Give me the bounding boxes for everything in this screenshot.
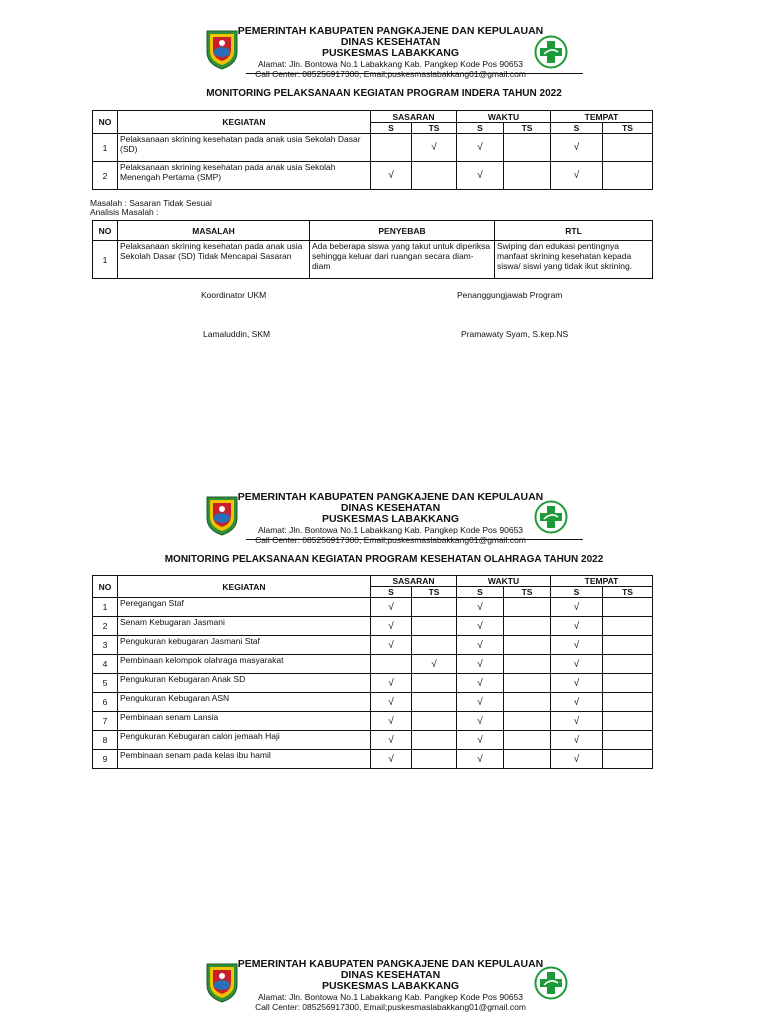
right-signer-name: Pramawaty Syam, S.kep.NS [461, 329, 569, 339]
check-cell [603, 712, 653, 731]
row-no: 3 [93, 636, 118, 655]
check-cell [412, 731, 457, 750]
check-cell: √ [457, 693, 504, 712]
left-signer-name: Lamaluddin, SKM [203, 329, 271, 339]
col-s: S [457, 587, 504, 598]
table-row [93, 693, 653, 712]
row-kegiatan: Pelaksanaan skrining kesehatan pada anak usia Sekolah Menengah Pertama (SMP) [118, 162, 371, 190]
check-cell: √ [457, 712, 504, 731]
row-kegiatan: Pengukuran Kebugaran calon jemaah Haji [118, 731, 371, 750]
header-rule [246, 73, 583, 74]
check-cell: √ [371, 750, 412, 769]
col-kegiatan: KEGIATAN [118, 111, 371, 134]
check-cell [603, 162, 653, 190]
check-cell: √ [457, 674, 504, 693]
table-row [93, 712, 653, 731]
gov-name: PEMERINTAH KABUPATEN PANGKAJENE DAN KEPULAUAN [237, 958, 544, 970]
check-cell [504, 693, 551, 712]
check-cell [603, 750, 653, 769]
check-cell [603, 617, 653, 636]
row-kegiatan: Pengukuran Kebugaran Anak SD [118, 674, 371, 693]
check-cell: √ [457, 655, 504, 674]
check-cell [504, 655, 551, 674]
check-cell: √ [371, 617, 412, 636]
table-row [93, 731, 653, 750]
address-line: Alamat: Jln. Bontowa No.1 Labakkang Kab. Pangkep Kode Pos 90653 [257, 992, 524, 1002]
row-no: 1 [93, 598, 118, 617]
check-cell: √ [412, 655, 457, 674]
check-cell [504, 134, 551, 162]
row-kegiatan: Pelaksanaan skrining kesehatan pada anak usia Sekolah Dasar (SD) [118, 134, 371, 162]
address-line: Alamat: Jln. Bontowa No.1 Labakkang Kab. Pangkep Kode Pos 90653 [257, 525, 524, 535]
check-cell: √ [412, 134, 457, 162]
address-line: Alamat: Jln. Bontowa No.1 Labakkang Kab. Pangkep Kode Pos 90653 [257, 59, 524, 69]
row-no: 1 [93, 134, 118, 162]
table-row [93, 750, 653, 769]
clinic-name: PUSKESMAS LABAKKANG [321, 513, 460, 525]
check-cell: √ [457, 162, 504, 190]
check-cell [412, 162, 457, 190]
check-cell: √ [457, 731, 504, 750]
check-cell: √ [457, 617, 504, 636]
table-row [93, 598, 653, 617]
table-row [93, 655, 653, 674]
indera-table [92, 110, 653, 190]
check-cell [412, 712, 457, 731]
col-tempat: TEMPAT [551, 576, 653, 587]
check-cell: √ [551, 693, 603, 712]
dept-name: DINAS KESEHATAN [340, 502, 441, 514]
check-cell: √ [371, 712, 412, 731]
check-cell: √ [371, 693, 412, 712]
check-cell: √ [551, 655, 603, 674]
check-cell [603, 598, 653, 617]
check-cell: √ [551, 712, 603, 731]
check-cell: √ [457, 636, 504, 655]
check-cell: √ [457, 598, 504, 617]
col-ts: TS [504, 587, 551, 598]
row-kegiatan: Pengukuran Kebugaran ASN [118, 693, 371, 712]
check-cell: √ [371, 674, 412, 693]
col-tempat: TEMPAT [551, 111, 653, 123]
check-cell: √ [551, 636, 603, 655]
check-cell: √ [371, 731, 412, 750]
gov-name: PEMERINTAH KABUPATEN PANGKAJENE DAN KEPULAUAN [237, 491, 544, 503]
check-cell: √ [551, 162, 603, 190]
check-cell: √ [457, 750, 504, 769]
check-cell [412, 598, 457, 617]
check-cell [504, 598, 551, 617]
col-kegiatan: KEGIATAN [118, 576, 371, 598]
check-cell [603, 731, 653, 750]
left-signer-role: Koordinator UKM [201, 290, 267, 300]
row-no: 1 [93, 241, 118, 279]
analysis-table [92, 220, 653, 279]
table-row [93, 617, 653, 636]
section2-title: MONITORING PELAKSANAAN KEGIATAN PROGRAM KESEHATAN OLAHRAGA TAHUN 2022 [164, 554, 604, 565]
check-cell: √ [551, 134, 603, 162]
col-sasaran: SASARAN [371, 111, 457, 123]
col-s: S [371, 123, 412, 134]
col-no: NO [93, 111, 118, 134]
check-cell: √ [371, 598, 412, 617]
puskesmas-cross-icon [534, 966, 568, 1000]
col-rtl: RTL [495, 221, 653, 241]
row-kegiatan: Senam Kebugaran Jasmani [118, 617, 371, 636]
check-cell [603, 134, 653, 162]
row-kegiatan: Pembinaan senam pada kelas ibu hamil [118, 750, 371, 769]
col-no: NO [93, 221, 118, 241]
letterhead-1 [198, 26, 583, 78]
table-row [93, 134, 653, 162]
col-s: S [371, 587, 412, 598]
gov-name: PEMERINTAH KABUPATEN PANGKAJENE DAN KEPULAUAN [237, 25, 544, 37]
header-rule [246, 539, 583, 540]
col-waktu: WAKTU [457, 576, 551, 587]
col-s: S [457, 123, 504, 134]
letterhead-3 [198, 959, 583, 1011]
col-penyebab: PENYEBAB [310, 221, 495, 241]
check-cell: √ [371, 636, 412, 655]
row-no: 5 [93, 674, 118, 693]
check-cell [371, 134, 412, 162]
dept-name: DINAS KESEHATAN [340, 969, 441, 981]
row-kegiatan: Pengukuran kebugaran Jasmani Staf [118, 636, 371, 655]
check-cell: √ [551, 617, 603, 636]
row-masalah: Pelaksanaan skrining kesehatan pada anak usia Sekolah Dasar (SD) Tidak Mencapai Sasaran [118, 241, 310, 279]
clinic-name: PUSKESMAS LABAKKANG [321, 980, 460, 992]
row-penyebab: Ada beberapa siswa yang takut untuk diperiksa sehingga keluar dari ruangan secara diam-diam [310, 241, 495, 279]
contact-line: Call Center: 085256917300, Email;puskesmaslabakkang01@gmail.com [255, 1002, 526, 1012]
table-row [93, 636, 653, 655]
check-cell: √ [551, 731, 603, 750]
table-row [93, 241, 653, 279]
col-ts: TS [412, 587, 457, 598]
check-cell [504, 731, 551, 750]
row-no: 4 [93, 655, 118, 674]
check-cell [603, 636, 653, 655]
check-cell [504, 636, 551, 655]
table-row [93, 674, 653, 693]
col-waktu: WAKTU [457, 111, 551, 123]
puskesmas-cross-icon [534, 500, 568, 534]
contact-line: Call Center: 085256917300, Email;puskesmaslabakkang01@gmail.com [255, 535, 526, 545]
olahraga-body [93, 598, 653, 769]
check-cell: √ [371, 162, 412, 190]
table-row [93, 162, 653, 190]
row-no: 2 [93, 162, 118, 190]
row-no: 6 [93, 693, 118, 712]
puskesmas-cross-icon [534, 35, 568, 69]
check-cell [412, 674, 457, 693]
row-rtl: Swiping dan edukasi pentingnya manfaat skrining kesehatan kepada siswa/ siswi yang tidak ikut skrining. [495, 241, 653, 279]
col-ts: TS [603, 123, 653, 134]
check-cell [412, 617, 457, 636]
check-cell [371, 655, 412, 674]
check-cell [412, 693, 457, 712]
col-s: S [551, 123, 603, 134]
row-kegiatan: Peregangan Staf [118, 598, 371, 617]
row-kegiatan: Pembinaan kelompok olahraga masyarakat [118, 655, 371, 674]
check-cell [412, 636, 457, 655]
masalah-line: Masalah : Sasaran Tidak Sesuai [90, 198, 212, 208]
analisis-line: Analisis Masalah : [90, 207, 159, 217]
check-cell [504, 162, 551, 190]
col-no: NO [93, 576, 118, 598]
check-cell [504, 617, 551, 636]
contact-line: Call Center: 085256917300, Email;puskesmaslabakkang01@gmail.com [255, 69, 526, 79]
row-no: 9 [93, 750, 118, 769]
row-no: 7 [93, 712, 118, 731]
clinic-name: PUSKESMAS LABAKKANG [321, 47, 460, 59]
check-cell: √ [551, 674, 603, 693]
letterhead-2 [198, 492, 583, 544]
check-cell: √ [457, 134, 504, 162]
row-kegiatan: Pembinaan senam Lansia [118, 712, 371, 731]
col-s: S [551, 587, 603, 598]
check-cell [504, 712, 551, 731]
check-cell [504, 674, 551, 693]
section1-title: MONITORING PELAKSANAAN KEGIATAN PROGRAM INDERA TAHUN 2022 [206, 88, 562, 99]
check-cell [412, 750, 457, 769]
check-cell [603, 655, 653, 674]
dept-name: DINAS KESEHATAN [340, 36, 441, 48]
olahraga-table [92, 575, 653, 769]
col-sasaran: SASARAN [371, 576, 457, 587]
check-cell [504, 750, 551, 769]
col-ts: TS [504, 123, 551, 134]
check-cell: √ [551, 750, 603, 769]
check-cell [603, 693, 653, 712]
check-cell: √ [551, 598, 603, 617]
col-masalah: MASALAH [118, 221, 310, 241]
col-ts: TS [412, 123, 457, 134]
row-no: 2 [93, 617, 118, 636]
check-cell [603, 674, 653, 693]
row-no: 8 [93, 731, 118, 750]
col-ts: TS [603, 587, 653, 598]
right-signer-role: Penanggungjawab Program [457, 290, 563, 300]
